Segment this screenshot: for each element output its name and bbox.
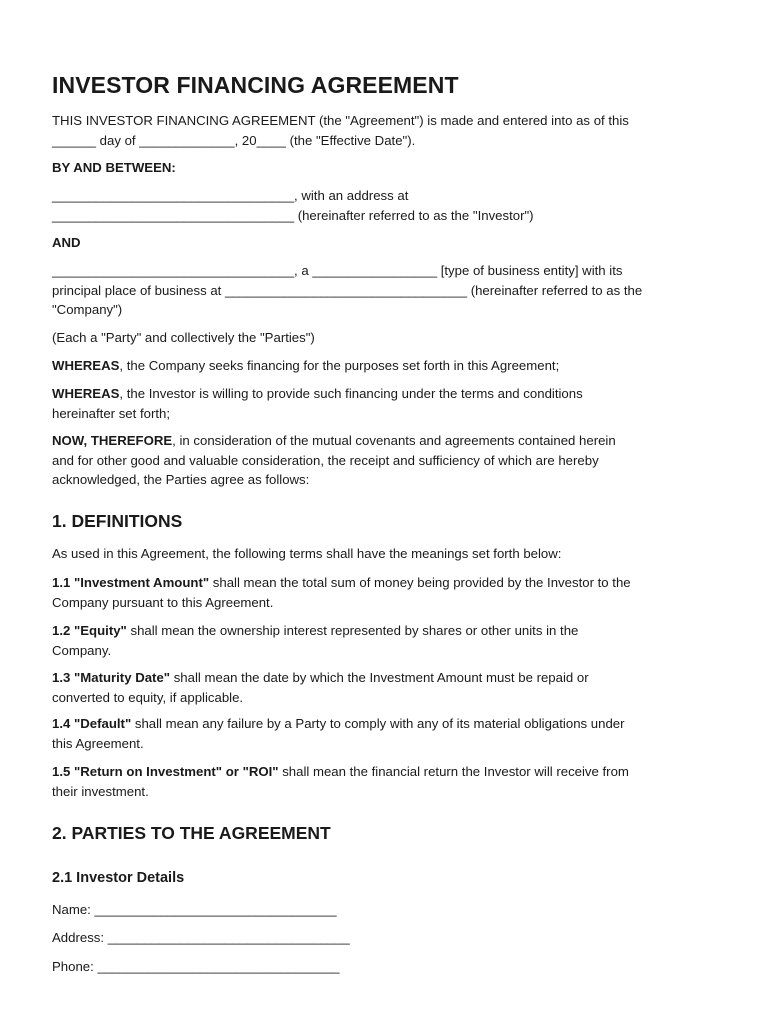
whereas-clause-2 [52, 384, 583, 423]
definition-item [52, 668, 589, 707]
definition-item [52, 621, 578, 660]
definition-term: 1.2 "Equity" [52, 623, 127, 638]
definition-text-line-2: Company pursuant to this Agreement. [52, 594, 274, 610]
whereas-clause-1 [52, 356, 559, 376]
company-line-1: _________________________________, a _________________ [type of business entity] with its [52, 263, 623, 278]
definition-item [52, 573, 631, 612]
whereas-2-text-line-1: , the Investor is willing to provide such financing under the terms and conditions [119, 386, 583, 401]
definition-text-line-2: converted to equity, if applicable. [52, 689, 244, 705]
investor-address-field: Address: _________________________________ [52, 930, 350, 945]
investor-line-2: _________________________________ (hereinafter referred to as the "Investor") [52, 207, 534, 223]
intro-paragraph [52, 111, 629, 150]
investor-party-block [52, 186, 534, 225]
definition-item [52, 714, 625, 753]
investor-details-subheading: 2.1 Investor Details [52, 870, 185, 886]
whereas-2-text-line-2: hereinafter set forth; [52, 405, 171, 421]
and-label: AND [52, 235, 81, 250]
definition-text-line-1: shall mean the total sum of money being provided by the Investor to the [209, 575, 631, 590]
whereas-1-text: , the Company seeks financing for the purposes set forth in this Agreement; [119, 358, 560, 373]
parties-note: (Each a "Party" and collectively the "Parties") [52, 330, 315, 345]
company-line-3: "Company") [52, 302, 123, 317]
whereas-2-label: WHEREAS [52, 386, 120, 401]
now-therefore-label: NOW, THEREFORE [52, 433, 173, 448]
section-1-heading: 1. DEFINITIONS [52, 511, 183, 531]
definition-text-line-1: shall mean the date by which the Investment Amount must be repaid or [170, 670, 589, 685]
definition-text-line-2: this Agreement. [52, 735, 144, 751]
definition-item [52, 762, 629, 801]
definition-term: 1.4 "Default" [52, 716, 132, 731]
now-therefore-clause [52, 431, 616, 490]
definition-text-line-1: shall mean the financial return the Investor will receive from [278, 764, 629, 779]
company-line-2: principal place of business at _________________________________ (hereinafter referred to as the [52, 282, 643, 298]
now-therefore-line-1: , in consideration of the mutual covenants and agreements contained herein [172, 433, 616, 448]
now-therefore-line-3: acknowledged, the Parties agree as follows: [52, 472, 310, 487]
investor-name-field: Name: _________________________________ [52, 902, 337, 917]
section-2-heading: 2. PARTIES TO THE AGREEMENT [52, 823, 331, 843]
whereas-1-label: WHEREAS [52, 358, 120, 373]
intro-line-1: THIS INVESTOR FINANCING AGREEMENT (the "Agreement") is made and entered into as of this [52, 113, 629, 128]
investor-phone-field: Phone: _________________________________ [52, 959, 340, 974]
now-therefore-line-2: and for other good and valuable consideration, the receipt and sufficiency of which are hereby [52, 452, 599, 468]
definition-term: 1.5 "Return on Investment" or "ROI" [52, 764, 279, 779]
definition-text-line-1: shall mean the ownership interest represented by shares or other units in the [126, 623, 579, 638]
definition-text-line-2: their investment. [52, 783, 149, 799]
definition-text-line-2: Company. [52, 642, 112, 658]
definition-term: 1.1 "Investment Amount" [52, 575, 210, 590]
company-party-block [52, 261, 642, 320]
by-and-between-label: BY AND BETWEEN: [52, 160, 176, 175]
definition-text-line-1: shall mean any failure by a Party to comply with any of its material obligations under [131, 716, 625, 731]
investor-line-1: _________________________________, with an address at [52, 188, 409, 203]
document-title: INVESTOR FINANCING AGREEMENT [52, 72, 459, 98]
definitions-intro: As used in this Agreement, the following terms shall have the meanings set forth below: [52, 546, 562, 561]
intro-line-2: ______ day of _____________, 20____ (the "Effective Date"). [52, 132, 416, 148]
definition-term: 1.3 "Maturity Date" [52, 670, 171, 685]
